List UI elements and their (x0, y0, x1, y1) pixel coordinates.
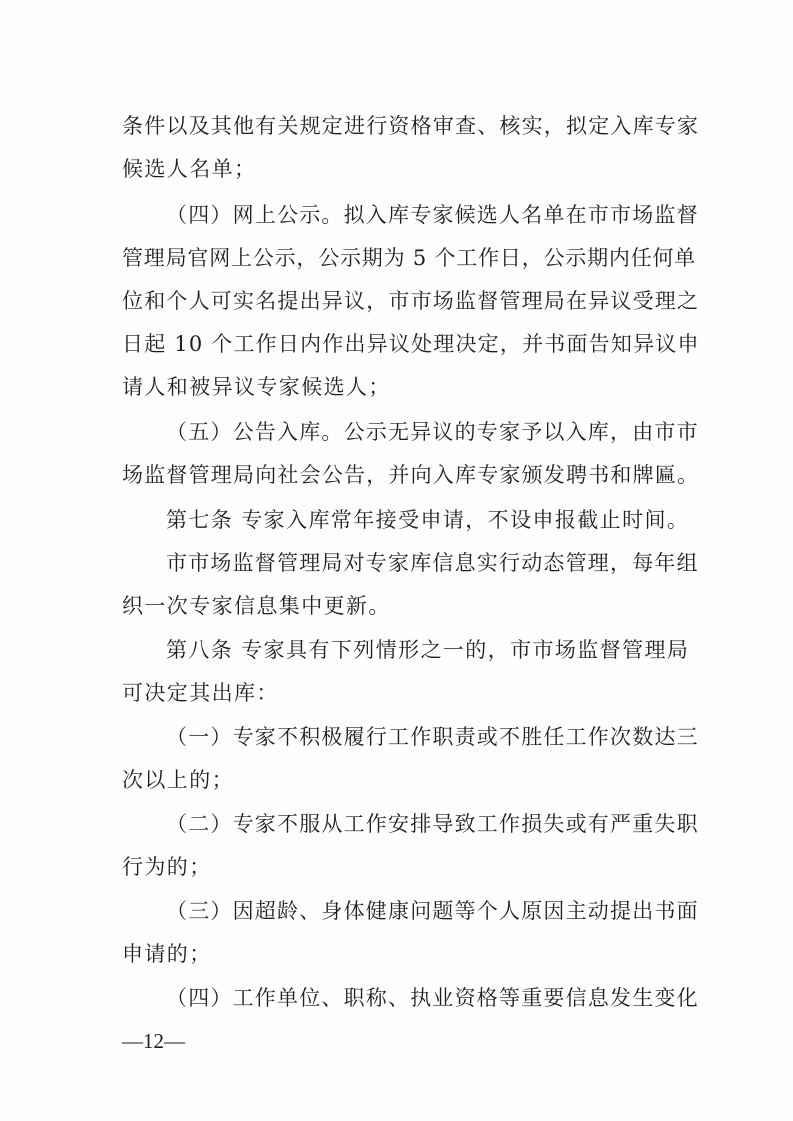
list-item-3-line: （三）因超龄、身体健康问题等个人原因主动提出书面 (166, 899, 699, 923)
text-line: 次以上的； (122, 768, 234, 792)
article-7-line: 第七条 专家入库常年接受申请，不设申报截止时间。 (166, 508, 690, 532)
text-line: 请人和被异议专家候选人； (122, 375, 391, 399)
text-line: 位和个人可实名提出异议，市市场监督管理局在异议受理之 (122, 289, 700, 313)
text-line: 可决定其出库： (122, 681, 279, 705)
text-line: 日起 10 个工作日内作出异议处理决定，并书面告知异议申 (122, 332, 700, 356)
list-item-2-line: （二）专家不服从工作安排导致工作损失或有严重失职 (166, 812, 699, 836)
text-line: 行为的； (122, 855, 212, 879)
text-line: 申请的； (122, 942, 212, 966)
text-line: 织一次专家信息集中更新。 (122, 594, 391, 618)
text-line: 场监督管理局向社会公告，并向入库专家颁发聘书和牌匾。 (122, 463, 700, 487)
article-8-line: 第八条 专家具有下列情形之一的，市市场监督管理局 (166, 638, 690, 662)
text-line: 管理局官网上公示，公示期为 5 个工作日，公示期内任何单 (122, 246, 697, 270)
paragraph-start-line: 市市场监督管理局对专家库信息实行动态管理，每年组 (166, 551, 699, 575)
paragraph-start-line: （四）网上公示。拟入库专家候选人名单在市市场监督 (166, 203, 699, 227)
list-item-4-line: （四）工作单位、职称、执业资格等重要信息发生变化 (166, 986, 699, 1010)
list-item-1-line: （一）专家不积极履行工作职责或不胜任工作次数达三 (166, 725, 699, 749)
page-number: —12— (122, 1029, 185, 1053)
text-line: 条件以及其他有关规定进行资格审查、核实，拟定入库专家 (122, 114, 700, 138)
paragraph-start-line: （五）公告入库。公示无异议的专家予以入库，由市市 (166, 420, 699, 444)
text-line: 候选人名单； (122, 157, 257, 181)
